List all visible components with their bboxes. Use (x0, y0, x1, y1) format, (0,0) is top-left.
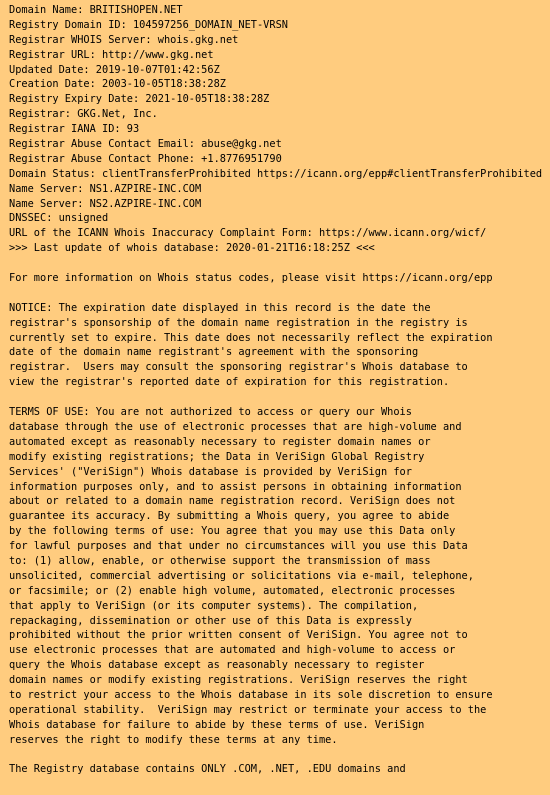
record-name-server-1: Name Server: NS1.AZPIRE-INC.COM (9, 182, 202, 195)
terms-line: by the following terms of use: You agree that you may use this Data only (9, 525, 456, 538)
terms-line: domain names or modify existing registrations. VeriSign reserves the right (9, 674, 468, 687)
spacer (9, 748, 550, 763)
terms-of-use-paragraph (9, 405, 550, 747)
terms-line: reserves the right to modify these terms at any time. (9, 733, 338, 746)
terms-line: guarantee its accuracy. By submitting a Whois query, you agree to abide (9, 510, 450, 523)
notice-paragraph (9, 301, 550, 390)
terms-line: for lawful purposes and that under no circumstances will you use this Data (9, 540, 468, 553)
terms-line: prohibited without the prior written consent of VeriSign. You agree not to (9, 629, 468, 642)
notice-line: date of the domain name registrant's agreement with the sponsoring (9, 346, 419, 359)
record-registrar: Registrar: GKG.Net, Inc. (9, 108, 158, 121)
whois-record-block (9, 3, 550, 256)
terms-line: about or related to a domain name registration record. VeriSign does not (9, 495, 456, 508)
registry-note-line: The Registry database contains ONLY .COM, .NET, .EDU domains and (9, 763, 406, 776)
record-updated-date: Updated Date: 2019-10-07T01:42:56Z (9, 63, 220, 76)
terms-line: unsolicited, commercial advertising or solicitations via e-mail, telephone, (9, 569, 474, 582)
terms-line: to restrict your access to the Whois database in its sole discretion to ensure (9, 688, 493, 701)
notice-line: view the registrar's reported date of expiration for this registration. (9, 376, 450, 389)
notice-line: NOTICE: The expiration date displayed in this record is the date the (9, 301, 431, 314)
terms-line: Whois database for failure to abide by these terms of use. VeriSign (9, 718, 425, 731)
notice-line: registrar's sponsorship of the domain name registration in the registry is (9, 316, 468, 329)
terms-line: TERMS OF USE: You are not authorized to access or query our Whois (9, 406, 412, 419)
terms-line: repackaging, dissemination or other use of this Data is expressly (9, 614, 412, 627)
terms-line: database through the use of electronic processes that are high-volume and (9, 420, 462, 433)
terms-line: modify existing registrations; the Data in VeriSign Global Registry (9, 450, 425, 463)
notice-line: registrar. Users may consult the sponsoring registrar's Whois database to (9, 361, 468, 374)
spacer (9, 256, 550, 271)
record-registry-expiry-date: Registry Expiry Date: 2021-10-05T18:38:28Z (9, 93, 270, 106)
record-registrar-iana-id: Registrar IANA ID: 93 (9, 123, 140, 136)
terms-line: information purposes only, and to assist persons in obtaining information (9, 480, 462, 493)
terms-line: to: (1) allow, enable, or otherwise support the transmission of mass (9, 554, 431, 567)
spacer (9, 286, 550, 301)
record-name-server-2: Name Server: NS2.AZPIRE-INC.COM (9, 197, 202, 210)
record-last-update: >>> Last update of whois database: 2020-01-21T16:18:25Z <<< (9, 242, 375, 255)
record-abuse-phone: Registrar Abuse Contact Phone: +1.8776951790 (9, 152, 282, 165)
notice-line: currently set to expire. This date does not necessarily reflect the expiration (9, 331, 493, 344)
terms-line: or facsimile; or (2) enable high volume, automated, electronic processes (9, 584, 456, 597)
spacer (9, 390, 550, 405)
record-domain-name: Domain Name: BRITISHOPEN.NET (9, 4, 183, 16)
record-abuse-email: Registrar Abuse Contact Email: abuse@gkg.net (9, 138, 282, 151)
status-info-line: For more information on Whois status codes, please visit https://icann.org/epp (9, 272, 493, 285)
record-registry-domain-id: Registry Domain ID: 104597256_DOMAIN_NET-VRSN (9, 18, 288, 31)
terms-line: use electronic processes that are automated and high-volume to access or (9, 644, 456, 657)
record-registrar-whois-server: Registrar WHOIS Server: whois.gkg.net (9, 33, 239, 46)
terms-line: Services' ("VeriSign") Whois database is provided by VeriSign for (9, 465, 412, 478)
terms-line: operational stability. VeriSign may restrict or terminate your access to the (9, 703, 487, 716)
terms-line: that apply to VeriSign (or its computer systems). The compilation, (9, 599, 419, 612)
record-dnssec: DNSSEC: unsigned (9, 212, 109, 225)
record-domain-status: Domain Status: clientTransferProhibited https://icann.org/epp#clientTransferProhibited (9, 167, 543, 180)
record-creation-date: Creation Date: 2003-10-05T18:38:28Z (9, 78, 226, 91)
terms-line: automated except as reasonably necessary to register domain names or (9, 435, 431, 448)
terms-line: query the Whois database except as reasonably necessary to register (9, 659, 425, 672)
record-registrar-url: Registrar URL: http://www.gkg.net (9, 48, 214, 61)
record-icann-complaint-url: URL of the ICANN Whois Inaccuracy Complaint Form: https://www.icann.org/wicf/ (9, 227, 487, 240)
